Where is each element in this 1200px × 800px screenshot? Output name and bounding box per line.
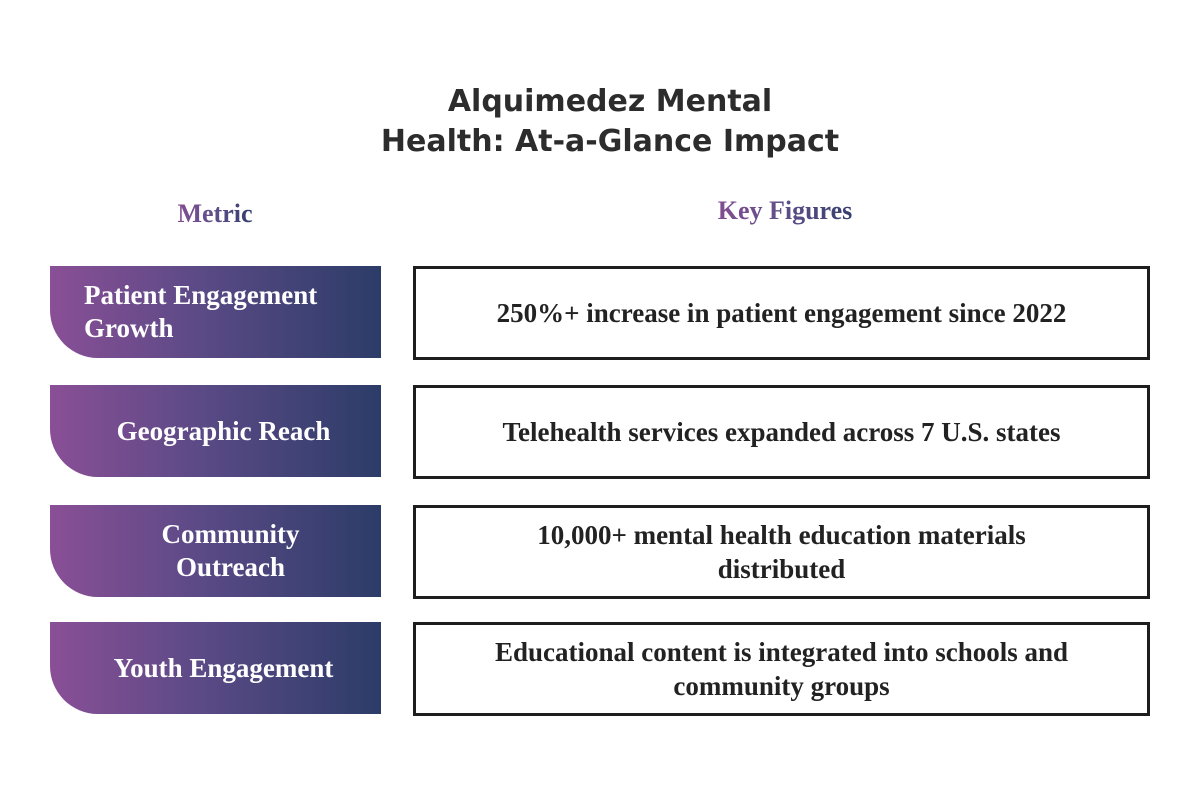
page-title bbox=[0, 82, 1200, 162]
metric-cell: Geographic Reach bbox=[50, 385, 381, 477]
page-title-line-1: Alquimedez Mental bbox=[447, 84, 773, 119]
impact-row-youth-engagement bbox=[0, 622, 1200, 716]
metric-cell: Youth Engagement bbox=[50, 622, 381, 714]
figure-cell: 10,000+ mental health education materials distributed bbox=[413, 505, 1150, 599]
impact-row-patient-engagement bbox=[0, 266, 1200, 360]
metric-column-header: Metric bbox=[170, 199, 260, 229]
figure-cell: 250%+ increase in patient engagement since 2022 bbox=[413, 266, 1150, 360]
figure-cell: Educational content is integrated into schools and community groups bbox=[413, 622, 1150, 716]
impact-row-community-outreach bbox=[0, 505, 1200, 599]
figure-cell: Telehealth services expanded across 7 U.S. states bbox=[413, 385, 1150, 479]
page-title-line-2: Health: At-a-Glance Impact bbox=[380, 124, 840, 159]
key-figures-column-header: Key Figures bbox=[700, 196, 870, 226]
metric-cell: Patient Engagement Growth bbox=[50, 266, 381, 358]
impact-row-geographic-reach bbox=[0, 385, 1200, 479]
metric-cell: Community Outreach bbox=[50, 505, 381, 597]
